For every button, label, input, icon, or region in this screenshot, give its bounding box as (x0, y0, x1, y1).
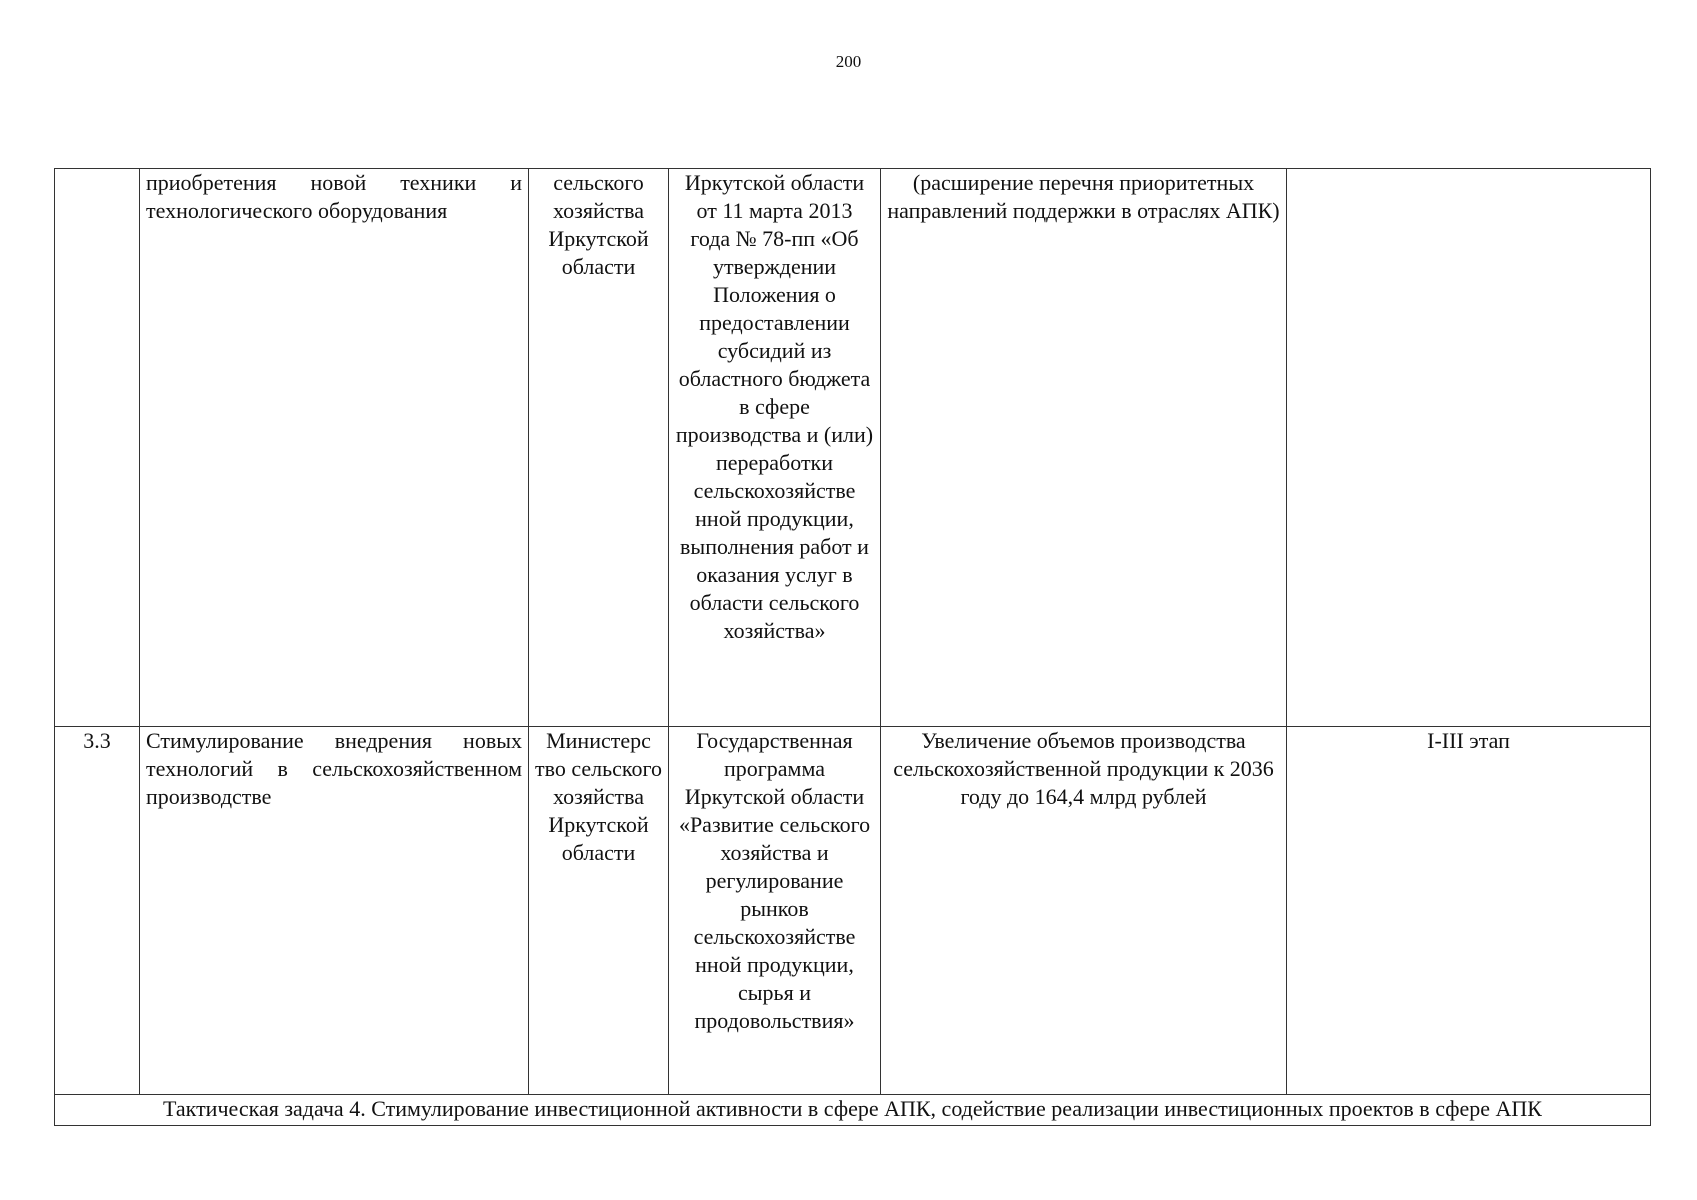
responsible-cell: сельского хозяйства Иркутской области (529, 169, 669, 727)
tactical-task-text: Тактическая задача 4. Стимулирование инвестиционной активности в сфере АПК, содействие реализации инвестиционных проектов в сфере АПК (55, 1095, 1651, 1126)
row-number: 3.3 (55, 727, 140, 1095)
period-cell (1287, 169, 1651, 727)
page-number: 200 (835, 52, 862, 71)
document-cell: Государственная программа Иркутской области «Развитие сельского хозяйства и регулирование рынков сельскохозяйстве нной продукции, сырья и продовольствия» (669, 727, 881, 1095)
document-cell: Иркутской области от 11 марта 2013 года № 78-пп «Об утверждении Положения о предоставлении субсидий из областного бюджета в сфере производства и (или) переработки сельскохозяйстве нной продукции, выполнения работ и оказания услуг в области сельского хозяйства» (669, 169, 881, 727)
row-number (55, 169, 140, 727)
result-cell: (расширение перечня приоритетных направлений поддержки в отраслях АПК) (881, 169, 1287, 727)
result-cell: Увеличение объемов производства сельскохозяйственной продукции к 2036 году до 164,4 млрд рублей (881, 727, 1287, 1095)
period-cell: I-III этап (1287, 727, 1651, 1095)
table-row (55, 727, 1651, 1095)
responsible-cell: Министерс тво сельского хозяйства Иркутской области (529, 727, 669, 1095)
document-table (54, 168, 1651, 1126)
tactical-task-row (55, 1095, 1651, 1126)
measure-cell: Стимулирование внедрения новых технологий в сельскохозяйственном производстве (140, 727, 529, 1095)
measure-cell: приобретения новой техники и технологического оборудования (140, 169, 529, 727)
table-row (55, 169, 1651, 727)
